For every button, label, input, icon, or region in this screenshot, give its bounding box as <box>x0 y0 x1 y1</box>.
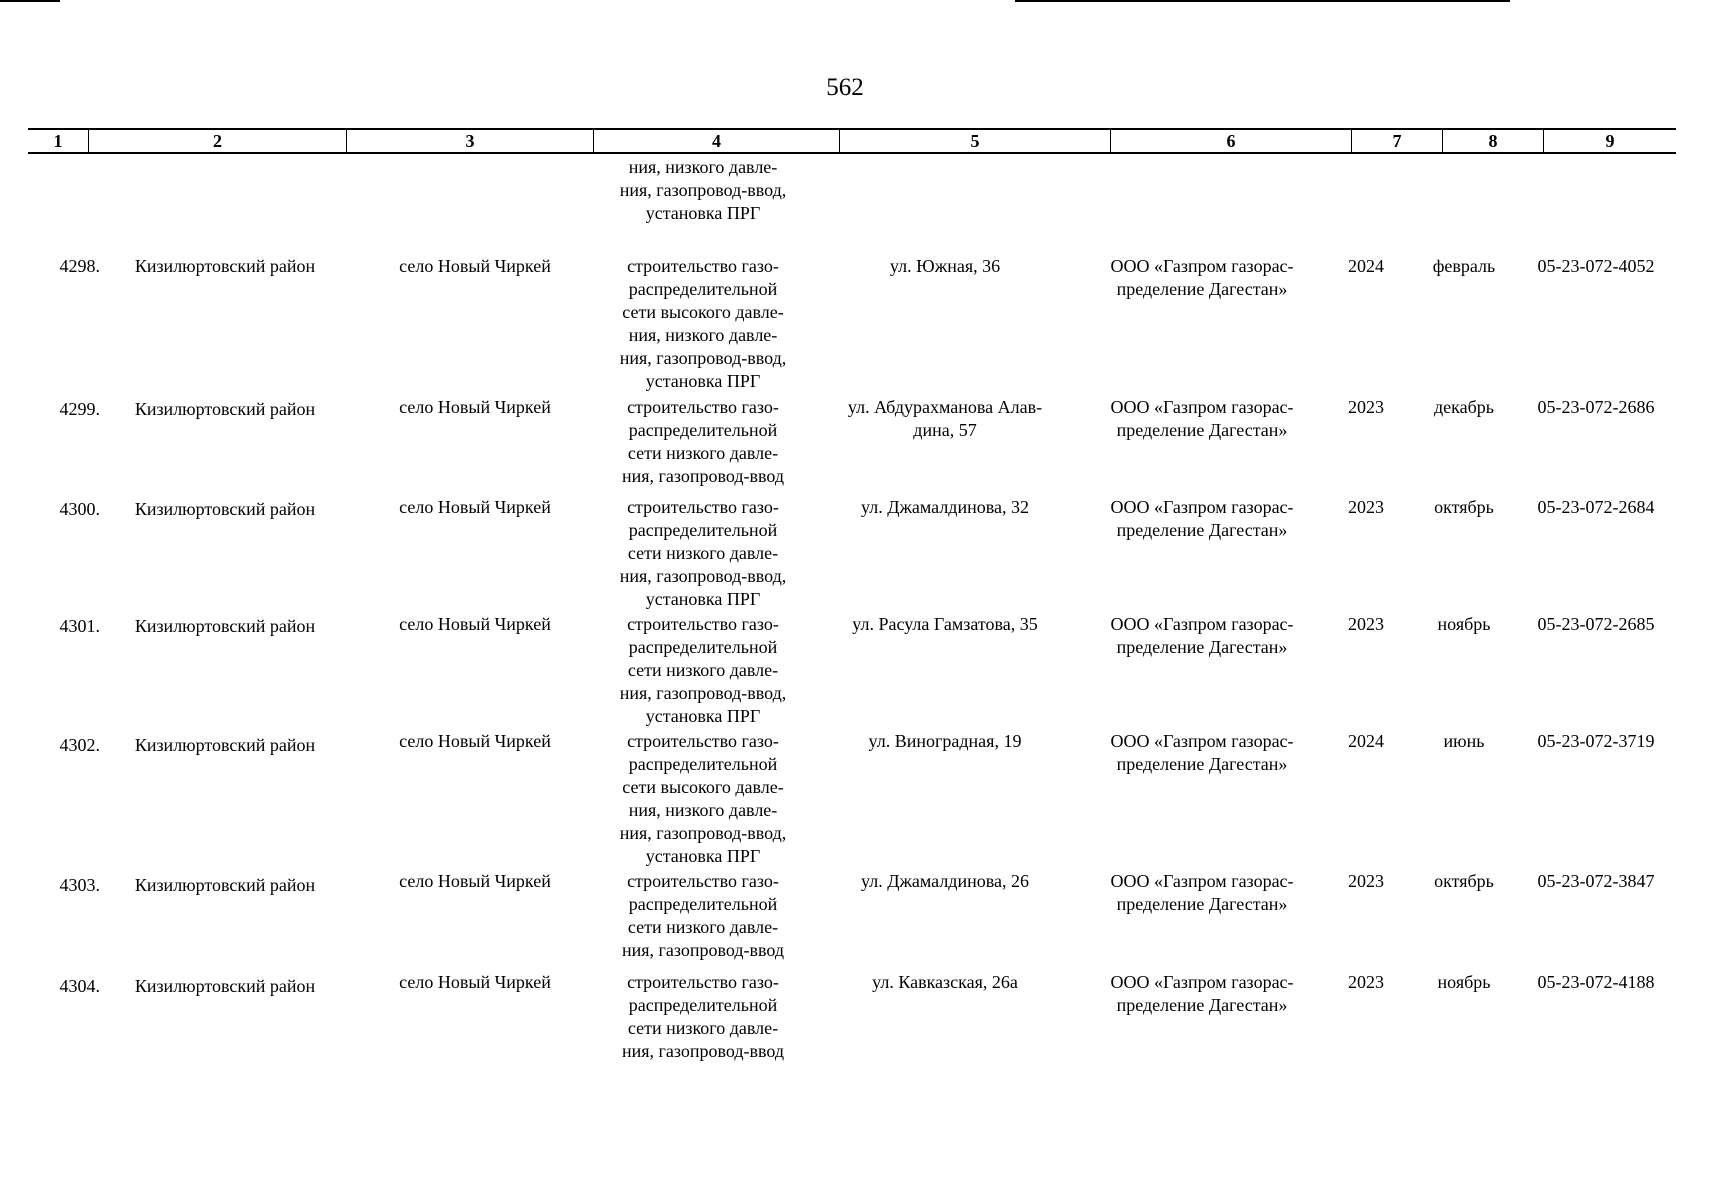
district-cell: Кизилюртовский район <box>134 875 316 895</box>
code-cell: 05-23-072-2685 <box>1537 614 1655 634</box>
code-cell: 05-23-072-3719 <box>1537 731 1655 751</box>
district-cell: Кизилюртовский район <box>134 399 316 419</box>
district-cell: Кизилюртовский район <box>134 616 316 636</box>
column-header: 5 <box>839 130 1110 152</box>
organization-cell: ООО «Газпром газорас- пределение Дагестан» <box>1110 497 1294 540</box>
organization-cell: ООО «Газпром газорас- пределение Дагестан» <box>1110 614 1294 657</box>
address-cell: ул. Джамалдинова, 26 <box>861 871 1029 891</box>
address-cell: ул. Виноградная, 19 <box>868 731 1022 751</box>
code-cell: 05-23-072-2686 <box>1537 397 1655 417</box>
month-cell: февраль <box>1432 256 1496 276</box>
settlement-cell: село Новый Чиркей <box>399 397 551 417</box>
month-cell: декабрь <box>1434 397 1494 417</box>
work-description-cell: строительство газо- распределительной сети низкого давле- ния, газопровод-ввод <box>621 397 785 486</box>
column-header: 4 <box>593 130 839 152</box>
year-cell: 2023 <box>1348 871 1384 891</box>
page-number: 562 <box>826 74 864 101</box>
row-number: 4302. <box>59 735 100 755</box>
address-cell: ул. Южная, 36 <box>889 256 1001 276</box>
settlement-cell: село Новый Чиркей <box>399 497 551 517</box>
district-cell: Кизилюртовский район <box>134 499 316 519</box>
row-number: 4298. <box>59 256 100 276</box>
year-cell: 2023 <box>1348 614 1384 634</box>
year-cell: 2024 <box>1348 731 1384 751</box>
work-description-cell: строительство газо- распределительной сети высокого давле- ния, низкого давле- ния, газопровод-ввод, установка ПРГ <box>619 731 787 866</box>
column-header: 1 <box>53 131 63 151</box>
settlement-cell: село Новый Чиркей <box>399 256 551 276</box>
year-cell: 2023 <box>1348 972 1384 992</box>
year-cell: 2023 <box>1348 397 1384 417</box>
work-description-cell: строительство газо- распределительной сети низкого давле- ния, газопровод-ввод <box>621 871 785 960</box>
row-number: 4304. <box>59 976 100 996</box>
row-number: 4299. <box>59 399 100 419</box>
column-header: 6 <box>1110 130 1351 152</box>
work-description-cell: строительство газо- распределительной сети высокого давле- ния, низкого давле- ния, газопровод-ввод, установка ПРГ <box>619 256 787 391</box>
row-number: 4303. <box>59 875 100 895</box>
row-number: 4300. <box>59 499 100 519</box>
address-cell: ул. Джамалдинова, 32 <box>861 497 1029 517</box>
code-cell: 05-23-072-4052 <box>1537 256 1655 276</box>
address-cell: ул. Кавказская, 26а <box>872 972 1018 992</box>
organization-cell: ООО «Газпром газорас- пределение Дагестан» <box>1110 256 1294 299</box>
month-cell: октябрь <box>1434 871 1494 891</box>
address-cell: ул. Расула Гамзатова, 35 <box>852 614 1038 634</box>
code-cell: 05-23-072-2684 <box>1537 497 1655 517</box>
work-description-cell: строительство газо- распределительной сети низкого давле- ния, газопровод-ввод <box>621 972 785 1061</box>
settlement-cell: село Новый Чиркей <box>399 614 551 634</box>
column-header: 3 <box>346 130 593 152</box>
settlement-cell: село Новый Чиркей <box>399 972 551 992</box>
district-cell: Кизилюртовский район <box>134 256 316 276</box>
work-description-cell: строительство газо- распределительной сети низкого давле- ния, газопровод-ввод, установка ПРГ <box>619 497 787 609</box>
work-description-cell: строительство газо- распределительной сети низкого давле- ния, газопровод-ввод, установка ПРГ <box>619 614 787 726</box>
row-number: 4301. <box>59 616 100 636</box>
code-cell: 05-23-072-3847 <box>1537 871 1655 891</box>
settlement-cell: село Новый Чиркей <box>399 731 551 751</box>
month-cell: июнь <box>1443 731 1485 751</box>
top-edge-rule-left <box>0 0 60 2</box>
column-header: 9 <box>1543 130 1676 152</box>
organization-cell: ООО «Газпром газорас- пределение Дагестан» <box>1110 871 1294 914</box>
code-cell: 05-23-072-4188 <box>1537 972 1655 992</box>
month-cell: ноябрь <box>1437 972 1491 992</box>
column-header: 2 <box>88 130 346 152</box>
table-header <box>28 128 1676 154</box>
month-cell: октябрь <box>1434 497 1494 517</box>
district-cell: Кизилюртовский район <box>134 735 316 755</box>
organization-cell: ООО «Газпром газорас- пределение Дагестан» <box>1110 731 1294 774</box>
column-header: 8 <box>1442 130 1543 152</box>
top-edge-rule <box>1015 0 1510 2</box>
district-cell: Кизилюртовский район <box>134 976 316 996</box>
organization-cell: ООО «Газпром газорас- пределение Дагестан» <box>1110 972 1294 1015</box>
year-cell: 2023 <box>1348 497 1384 517</box>
address-cell: ул. Абдурахманова Алав- дина, 57 <box>847 397 1043 440</box>
continued-work-description: ния, низкого давле- ния, газопровод-ввод, установка ПРГ <box>619 157 787 223</box>
column-header: 7 <box>1351 130 1442 152</box>
month-cell: ноябрь <box>1437 614 1491 634</box>
organization-cell: ООО «Газпром газорас- пределение Дагестан» <box>1110 397 1294 440</box>
settlement-cell: село Новый Чиркей <box>399 871 551 891</box>
year-cell: 2024 <box>1348 256 1384 276</box>
